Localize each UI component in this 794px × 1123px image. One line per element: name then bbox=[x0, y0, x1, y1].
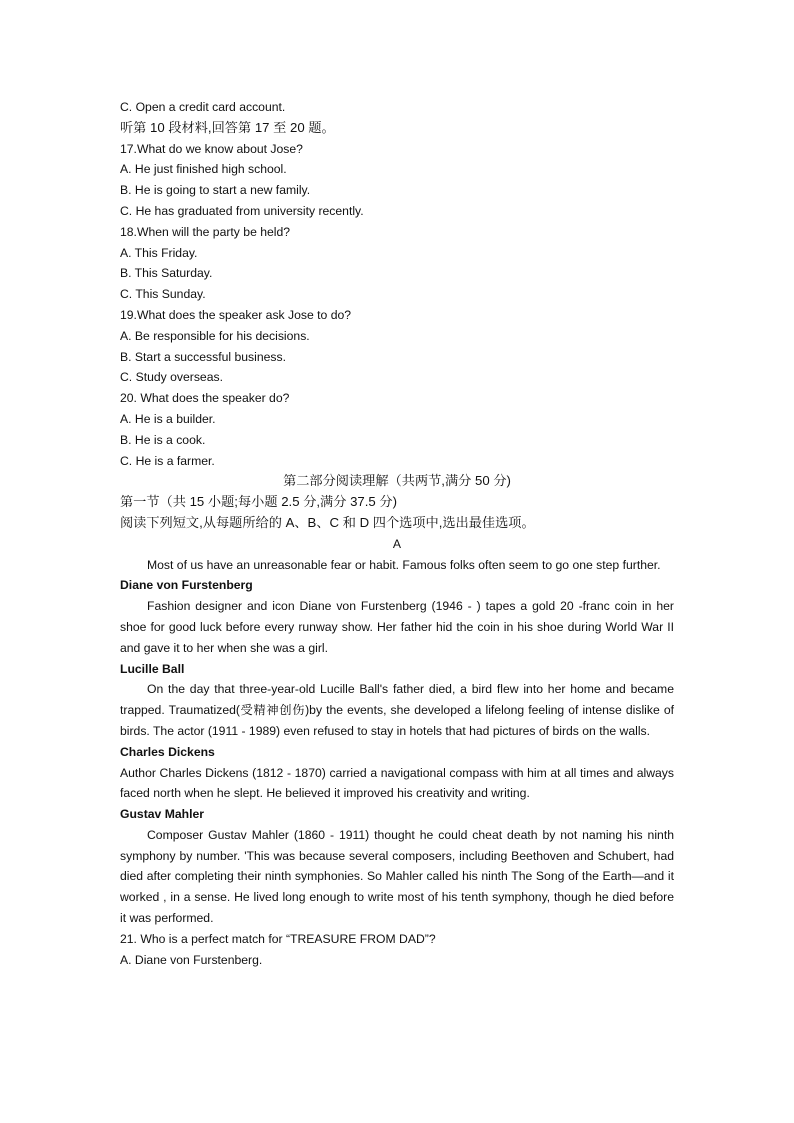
option-17b: B. He is going to start a new family. bbox=[120, 183, 311, 198]
option-18b: B. This Saturday. bbox=[120, 266, 213, 281]
passage-letter: A bbox=[392, 536, 402, 551]
question-17: 17.What do we know about Jose? bbox=[120, 141, 303, 156]
option-20b: B. He is a cook. bbox=[120, 432, 206, 447]
option-16c: C. Open a credit card account. bbox=[120, 100, 286, 114]
heading-lucille-ball: Lucille Ball bbox=[120, 661, 185, 676]
heading-furstenberg: Diane von Furstenberg bbox=[120, 578, 253, 593]
page-content bbox=[120, 97, 674, 970]
option-19a: A. Be responsible for his decisions. bbox=[120, 328, 310, 343]
question-21: 21. Who is a perfect match for “TREASURE FROM DAD”? bbox=[120, 931, 436, 946]
paragraph-lucille-ball: On the day that three-year-old Lucille Ball's father died, a bird flew into her home and became trapped. Traumatized(受精神创伤)by the events, she developed a lifelong feeling of intense dislike of birds. The actor (1911 - 1989) even refused to stay in hotels that had pictures of birds on the walls. bbox=[120, 682, 674, 738]
question-18: 18.When will the party be held? bbox=[120, 224, 291, 239]
option-20c: C. He is a farmer. bbox=[120, 453, 215, 468]
part2-title: 第二部分阅读理解（共两节,满分 50 分) bbox=[283, 473, 511, 489]
question-19: 19.What does the speaker ask Jose to do? bbox=[120, 307, 352, 322]
paragraph-dickens: Author Charles Dickens (1812 - 1870) carried a navigational compass with him at all times and always faced north when he slept. He believed it improved his creativity and writing. bbox=[120, 765, 674, 801]
reading-instruction: 阅读下列短文,从每题所给的 A、B、C 和 D 四个选项中,选出最佳选项。 bbox=[120, 514, 535, 530]
listening-instruction: 听第 10 段材料,回答第 17 至 20 题。 bbox=[120, 119, 335, 135]
option-21a: A. Diane von Furstenberg. bbox=[120, 952, 263, 967]
heading-dickens: Charles Dickens bbox=[120, 744, 215, 759]
heading-mahler: Gustav Mahler bbox=[120, 807, 204, 822]
paragraph-mahler: Composer Gustav Mahler (1860 - 1911) thought he could cheat death by not naming his ninth symphony by number. 'This was because several composers, including Beethoven and Schubert, had died after completing their ninth symphonies. So Mahler called his ninth The Song of the Earth—and it worked , in a sense. He lived long enough to write most of his tenth symphony, though he died before it was performed. bbox=[120, 827, 674, 926]
question-20: 20. What does the speaker do? bbox=[120, 391, 290, 406]
option-20a: A. He is a builder. bbox=[120, 411, 216, 426]
option-18c: C. This Sunday. bbox=[120, 287, 206, 302]
option-18a: A. This Friday. bbox=[120, 245, 198, 260]
option-19b: B. Start a successful business. bbox=[120, 349, 286, 364]
paragraph-furstenberg: Fashion designer and icon Diane von Furstenberg (1946 - ) tapes a gold 20 -franc coin in her shoe for good luck before every runway show. Her father hid the coin in his shoe during World War II and gave it to her when she was a girl. bbox=[120, 599, 674, 655]
option-17a: A. He just finished high school. bbox=[120, 162, 287, 177]
option-17c: C. He has graduated from university recently. bbox=[120, 203, 364, 218]
passage-intro: Most of us have an unreasonable fear or habit. Famous folks often seem to go one step further. bbox=[147, 557, 661, 572]
section1-title: 第一节（共 15 小题;每小题 2.5 分,满分 37.5 分) bbox=[120, 494, 397, 510]
option-19c: C. Study overseas. bbox=[120, 370, 223, 385]
